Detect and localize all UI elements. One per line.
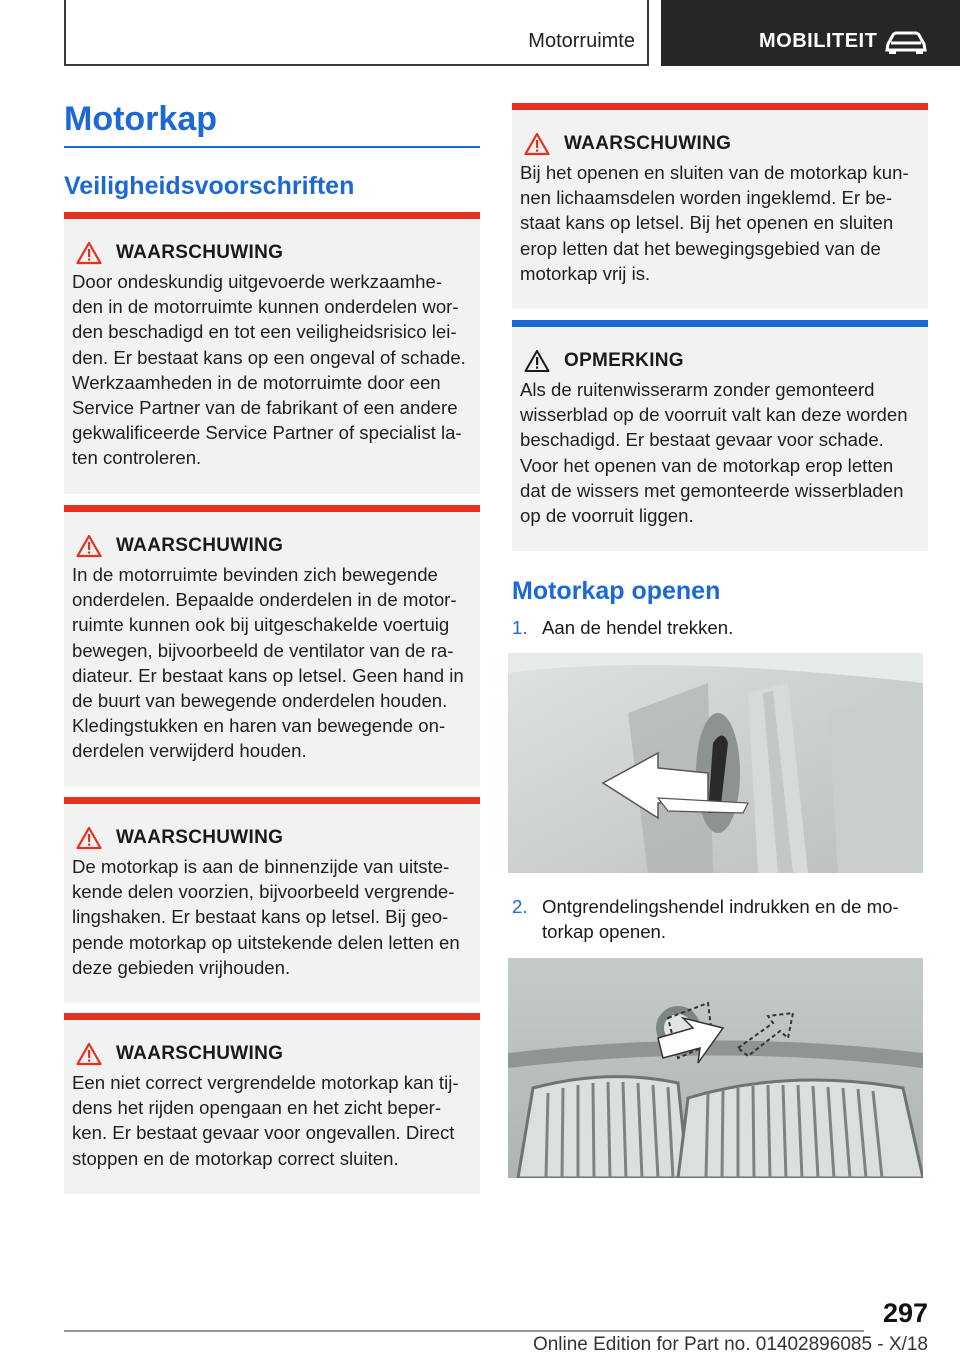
warning-box xyxy=(64,212,480,494)
warning-triangle-icon xyxy=(524,132,550,156)
warning-header xyxy=(76,534,472,558)
step-text: Aan de hendel trekken. xyxy=(542,617,734,638)
chapter-tab xyxy=(661,0,960,66)
note-box xyxy=(512,320,928,551)
warning-label: WAARSCHUWING xyxy=(116,827,284,848)
warning-header xyxy=(76,826,472,850)
page-title: Motorkap xyxy=(64,100,217,138)
warning-triangle-icon xyxy=(524,349,550,373)
warning-triangle-icon xyxy=(76,534,102,558)
warning-text: De motorkap is aan de binnenzijde van uitste-kende delen voorzien, bijvoorbeeld vergrende-lingshaken. Er bestaat kans op letsel. Bij geo-pende motorkap op uitstekende delen letten en deze gebieden vrijhouden. xyxy=(72,856,460,978)
section-tab xyxy=(64,0,649,66)
warning-text: Door ondeskundig uitgevoerde werkzaamhe-den in de motorruimte kunnen onderdelen wor-den beschadigd en tot een veiligheidsrisico lei-den. Er bestaat kans op een ongeval of schade. Werkzaamheden in de motorruimte door een Service Partner van de fabrikant of een andere gekwalificeerde Service Partner of specialist la-ten controleren. xyxy=(72,271,466,469)
step-number: 2. xyxy=(512,896,528,917)
note-header xyxy=(524,349,920,373)
chapter-tab-label: MOBILITEIT xyxy=(759,30,878,52)
warning-header xyxy=(76,241,472,265)
safety-heading: Veiligheidsvoorschriften xyxy=(64,172,355,200)
step-item xyxy=(512,894,928,944)
note-text: Als de ruitenwisserarm zonder gemonteerd wisserblad op de voorruit valt kan deze worden beschadigd. Er bestaat gevaar voor schade. Voor het openen van de motorkap erop letten dat de wissers met gemonteerde wisserbladen op de voorruit liggen. xyxy=(520,379,908,527)
footer-divider xyxy=(64,1330,864,1332)
step-number: 1. xyxy=(512,617,528,638)
warning-header xyxy=(76,1042,472,1066)
note-label: OPMERKING xyxy=(564,350,684,371)
open-heading: Motorkap openen xyxy=(512,577,721,605)
warning-text: In de motorruimte bevinden zich bewegende onderdelen. Bepaalde onderdelen in de motor-ruimte kunnen ook bij uitgeschakelde voertuig bewegen, bijvoorbeeld de ventilator van de ra-diateur. Er bestaat kans op letsel. Geen hand in de buurt van bewegende onderdelen houden. Kledingstukken en haren van bewegende on-derdelen verwijderd houden. xyxy=(72,564,464,762)
warning-label: WAARSCHUWING xyxy=(116,242,284,263)
warning-text: Bij het openen en sluiten van de motorkap kun-nen lichaamsdelen worden ingeklemd. Er be-staat kans op letsel. Bij het openen en sluiten erop letten dat het bewegingsgebied van de motorkap vrij is. xyxy=(520,162,909,284)
hood-unlock-lever-image xyxy=(508,958,923,1178)
step-item xyxy=(512,615,928,640)
warning-text: Een niet correct vergrendelde motorkap kan tij-dens het rijden opengaan en het zicht beper-ken. Er bestaat gevaar voor ongevallen. Direct stoppen en de motorkap correct sluiten. xyxy=(72,1072,459,1169)
hood-release-lever-image xyxy=(508,653,923,873)
warning-label: WAARSCHUWING xyxy=(116,1043,284,1064)
warning-triangle-icon xyxy=(76,1042,102,1066)
step-text: Ontgrendelingshendel indrukken en de mo-torkap openen. xyxy=(542,896,899,942)
warning-box xyxy=(512,103,928,309)
warning-box xyxy=(64,505,480,787)
title-divider xyxy=(64,146,480,148)
warning-triangle-icon xyxy=(76,241,102,265)
edition-text: Online Edition for Part no. 01402896085 - X/18 xyxy=(532,1334,928,1355)
warning-box xyxy=(64,1013,480,1194)
page-number: 297 xyxy=(882,1298,928,1328)
warning-box xyxy=(64,797,480,1003)
warning-label: WAARSCHUWING xyxy=(564,133,732,154)
warning-header xyxy=(524,132,920,156)
warning-triangle-icon xyxy=(76,826,102,850)
warning-label: WAARSCHUWING xyxy=(116,535,284,556)
section-tab-label: Motorruimte xyxy=(528,30,635,52)
car-icon xyxy=(884,30,928,54)
